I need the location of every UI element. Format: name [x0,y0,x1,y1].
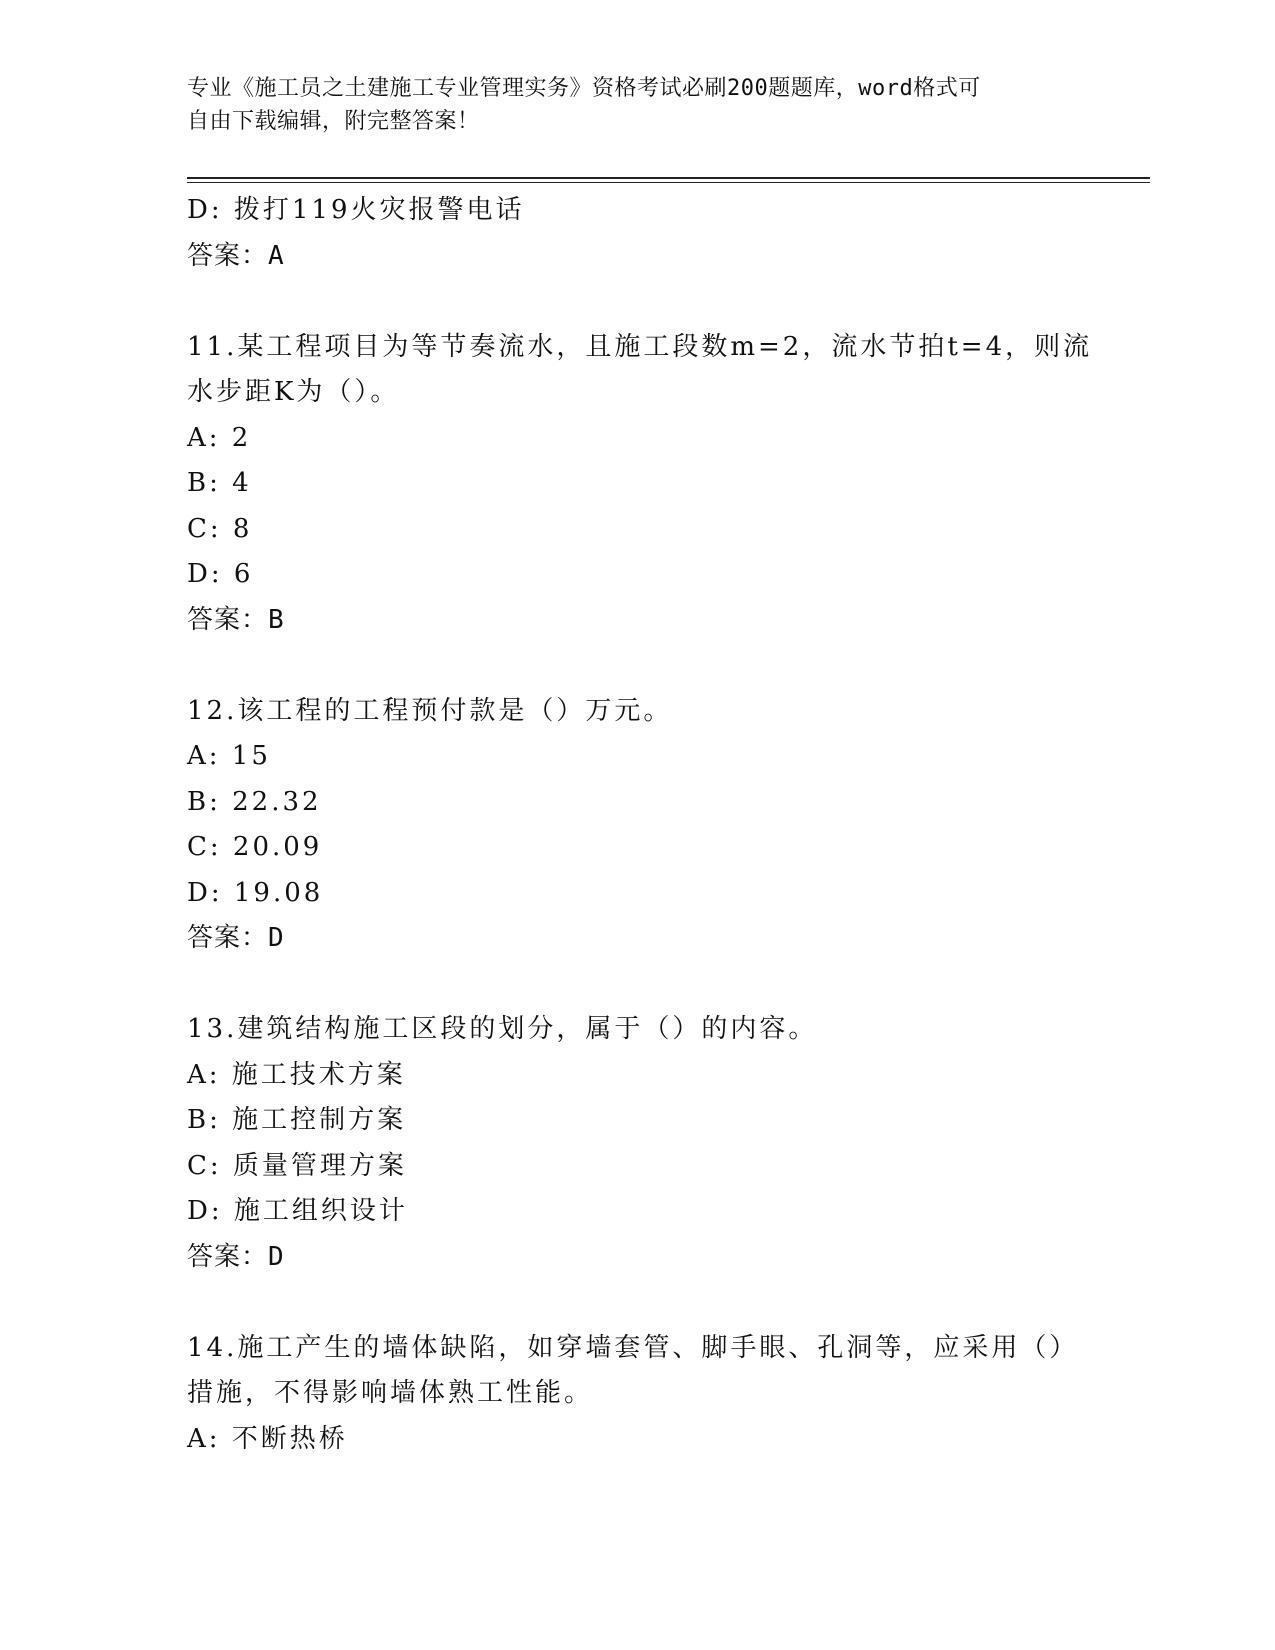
option-d: D: 施工组织设计 [187,1196,408,1226]
answer-line: 答案：D [187,923,285,953]
option-b: B: 4 [187,468,252,498]
header-title-line-1: 专业《施工员之土建施工专业管理实务》资格考试必刷200题题库，word格式可 [187,76,981,101]
question-stem-continued: 水步距K为（）。 [187,377,400,407]
question-12 [187,689,1067,962]
question-13 [187,1007,1067,1280]
option-c: C: 质量管理方案 [187,1150,407,1181]
option-d: D: 拨打119火灾报警电话 [187,195,525,225]
option-c: C: 20.09 [187,832,323,862]
answer-line: 答案：A [187,240,285,271]
option-d: D: 6 [187,559,254,589]
header-title-line-2: 自由下载编辑，附完整答案！ [187,109,480,134]
option-b: B: 施工控制方案 [187,1105,407,1135]
question-stem-continued: 措施，不得影响墙体熟工性能。 [187,1378,594,1408]
question-stem: 11.某工程项目为等节奏流水，且施工段数m=2，流水节拍t=4，则流 [187,331,1093,362]
option-c: C: 8 [187,513,253,544]
question-stem: 14.施工产生的墙体缺陷，如穿墙套管、脚手眼、孔洞等，应采用（） [187,1332,1079,1363]
document-header [187,72,1067,138]
option-d: D: 19.08 [187,877,324,908]
option-a: A: 不断热桥 [187,1423,348,1454]
question-stem: 13.建筑结构施工区段的划分，属于（）的内容。 [187,1014,818,1044]
option-a: A: 15 [187,741,271,771]
option-a: A: 2 [187,422,252,453]
question-11 [187,325,1093,644]
answer-line: 答案：D [187,1241,285,1272]
question-10 [187,188,1067,279]
question-list [187,188,1093,1462]
question-stem: 12.该工程的工程预付款是（）万元。 [187,695,673,726]
header-divider-thin [187,182,1150,183]
option-b: B: 22.32 [187,786,322,817]
question-14 [187,1326,1079,1463]
answer-line: 答案：B [187,604,285,635]
option-a: A: 施工技术方案 [187,1059,406,1090]
header-divider-thick [187,177,1150,179]
